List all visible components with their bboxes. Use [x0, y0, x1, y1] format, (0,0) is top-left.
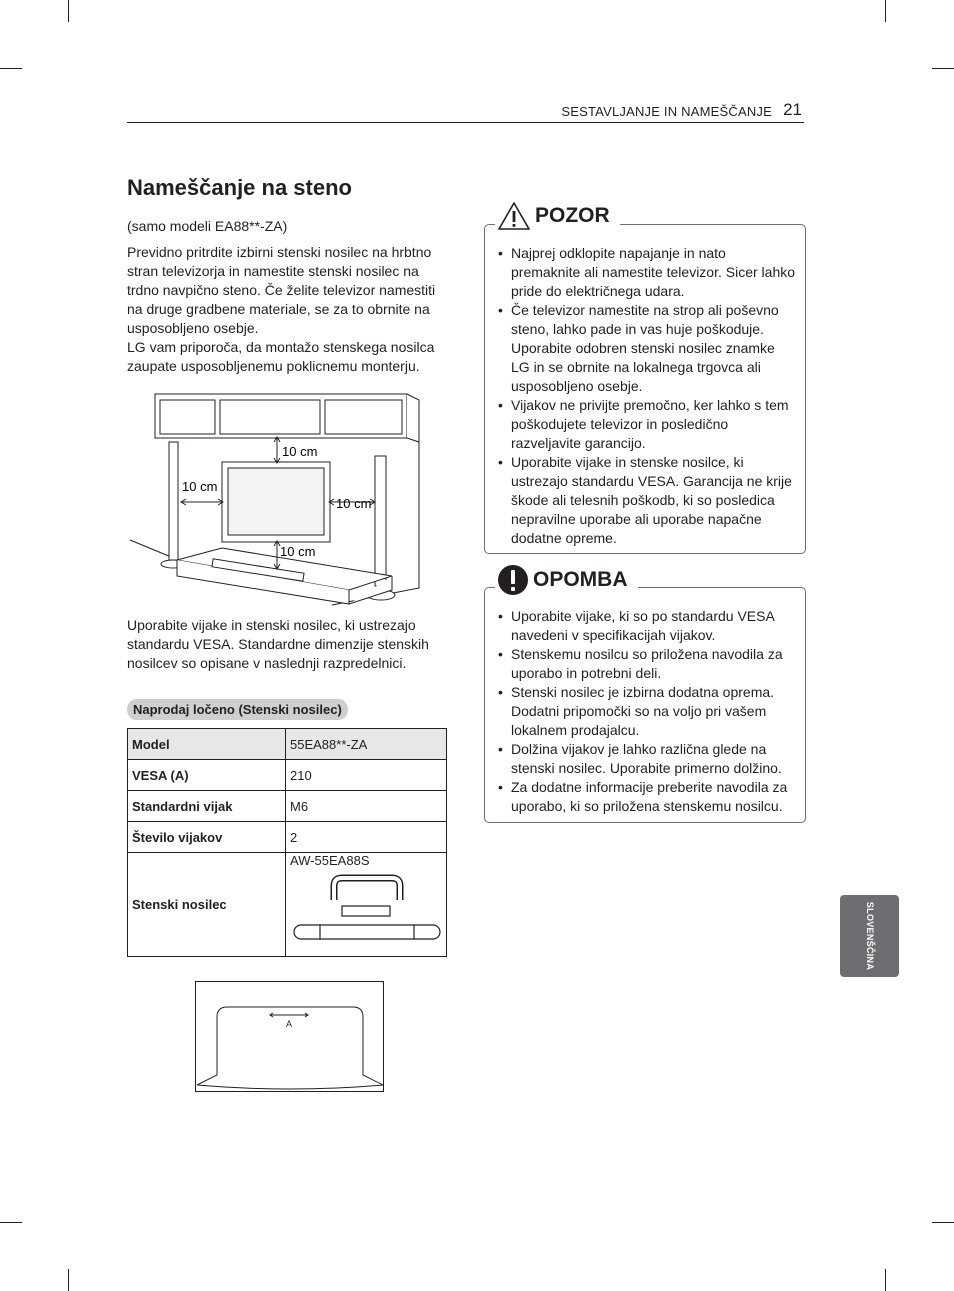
list-item-text: Če televizor namestite na strop ali poševno steno, lahko pade in vas huje poškoduje. Uporabite odobren stenski nosilec znamke LG in se obrnite na lokalnega trgovca ali usposobljeno osebje. — [511, 302, 779, 394]
list-item — [485, 301, 805, 396]
table-value: 55EA88**-ZA — [286, 729, 447, 760]
sold-separately-label: Naprodaj ločeno (Stenski nosilec) — [127, 699, 348, 720]
caution-list — [485, 244, 805, 548]
crop-mark — [0, 1222, 22, 1223]
page-title: Nameščanje na steno — [127, 175, 352, 200]
table-row — [128, 729, 447, 760]
top-gap-label: 10 cm — [282, 444, 318, 459]
tv-back-vesa-diagram — [195, 981, 385, 1093]
right-gap-label: 10 cm — [336, 496, 372, 511]
language-tab — [840, 895, 899, 977]
bullet: • — [498, 454, 503, 470]
crop-mark — [885, 1269, 886, 1291]
list-item-text: Za dodatne informacije preberite navodila za uporabo, ki so priložena stenskemu nosilcu. — [511, 779, 788, 814]
table-key: Standardni vijak — [128, 791, 286, 822]
table-value: 210 — [286, 760, 447, 791]
note-label: OPOMBA — [533, 568, 628, 591]
bullet: • — [498, 302, 503, 318]
table-value: M6 — [286, 791, 447, 822]
list-item — [485, 396, 805, 453]
table-value: 2 — [286, 822, 447, 853]
wall-bracket-illustration — [290, 868, 442, 940]
note-list — [485, 607, 805, 816]
list-item — [485, 740, 805, 778]
crop-mark — [68, 1269, 69, 1291]
note-heading — [495, 564, 638, 596]
vesa-a-label: A — [286, 1019, 293, 1029]
crop-mark — [932, 1222, 954, 1223]
bullet: • — [498, 245, 503, 261]
table-key: Model — [128, 729, 286, 760]
warning-triangle-icon — [497, 201, 531, 231]
page-header — [127, 100, 804, 123]
vesa-paragraph: Uporabite vijake in stenski nosilec, ki ustrezajo standardu VESA. Standardne dimenzije stenskih nosilcev so opisane v naslednji razpredelnici. — [127, 617, 429, 671]
recommendation-paragraph: LG vam priporoča, da montažo stenskega nosilca zaupate usposobljenemu poklicnemu monterju. — [127, 339, 435, 374]
spec-table — [127, 728, 447, 957]
list-item — [485, 244, 805, 301]
section-title: SESTAVLJANJE IN NAMEŠČANJE — [561, 104, 772, 119]
table-row — [128, 760, 447, 791]
wall-mount-clearance-diagram — [127, 390, 449, 612]
note-box — [484, 568, 806, 823]
models-note: (samo modeli EA88**-ZA) — [127, 218, 288, 234]
page-number: 21 — [783, 100, 802, 119]
list-item — [485, 645, 805, 683]
table-key: VESA (A) — [128, 760, 286, 791]
caution-heading — [495, 201, 620, 231]
list-item — [485, 453, 805, 548]
crop-mark — [932, 68, 954, 69]
list-item-text: Dolžina vijakov je lahko različna glede na stenski nosilec. Uporabite primerno dolžino. — [511, 741, 782, 776]
table-key: Število vijakov — [128, 822, 286, 853]
list-item — [485, 607, 805, 645]
crop-mark — [68, 0, 69, 22]
language-tab-label: SLOVENŠČINA — [864, 901, 875, 971]
list-item-text: Vijakov ne privijte premočno, ker lahko s tem poškodujete televizor in posledično razveljavite garancijo. — [511, 397, 789, 451]
crop-mark — [885, 0, 886, 22]
list-item-text: Uporabite vijake in stenske nosilce, ki ustrezajo standardu VESA. Garancija ne krije škode ali telesnih poškodb, ki so posledica nepravilne uporabe ali uporabe napačne dodatne opreme. — [511, 454, 792, 546]
list-item-text: Uporabite vijake, ki so po standardu VESA navedeni v specifikacijah vijakov. — [511, 608, 775, 643]
list-item-text: Stenskemu nosilcu so priložena navodila za uporabo in potrebni deli. — [511, 646, 783, 681]
exclamation-icon — [497, 564, 529, 596]
table-row — [128, 822, 447, 853]
bullet: • — [498, 741, 503, 757]
table-value: AW-55EA88S — [290, 853, 370, 868]
bullet: • — [498, 779, 503, 795]
table-key: Stenski nosilec — [128, 853, 286, 957]
bullet: • — [498, 684, 503, 700]
caution-label: POZOR — [535, 204, 610, 227]
bottom-gap-label: 10 cm — [280, 544, 316, 559]
list-item — [485, 778, 805, 816]
table-row — [128, 791, 447, 822]
crop-mark — [0, 68, 22, 69]
list-item-text: Najprej odklopite napajanje in nato premaknite ali namestite televizor. Sicer lahko pride do električnega udara. — [511, 245, 796, 299]
bullet: • — [498, 397, 503, 413]
table-row — [128, 853, 447, 957]
bullet: • — [498, 608, 503, 624]
table-value-cell — [286, 853, 447, 957]
left-gap-label: 10 cm — [182, 479, 218, 494]
caution-box — [484, 204, 806, 554]
bullet: • — [498, 646, 503, 662]
list-item-text: Stenski nosilec je izbirna dodatna oprema. Dodatni pripomočki so na voljo pri vašem lokalnem prodajalcu. — [511, 684, 775, 738]
intro-paragraph: Previdno pritrdite izbirni stenski nosilec na hrbtno stran televizorja in namestite stenski nosilec na trdno navpično steno. Če želite televizor namestiti na druge gradbene materiale, se za to obrnite na usposobljeno osebje. — [127, 244, 436, 336]
list-item — [485, 683, 805, 740]
